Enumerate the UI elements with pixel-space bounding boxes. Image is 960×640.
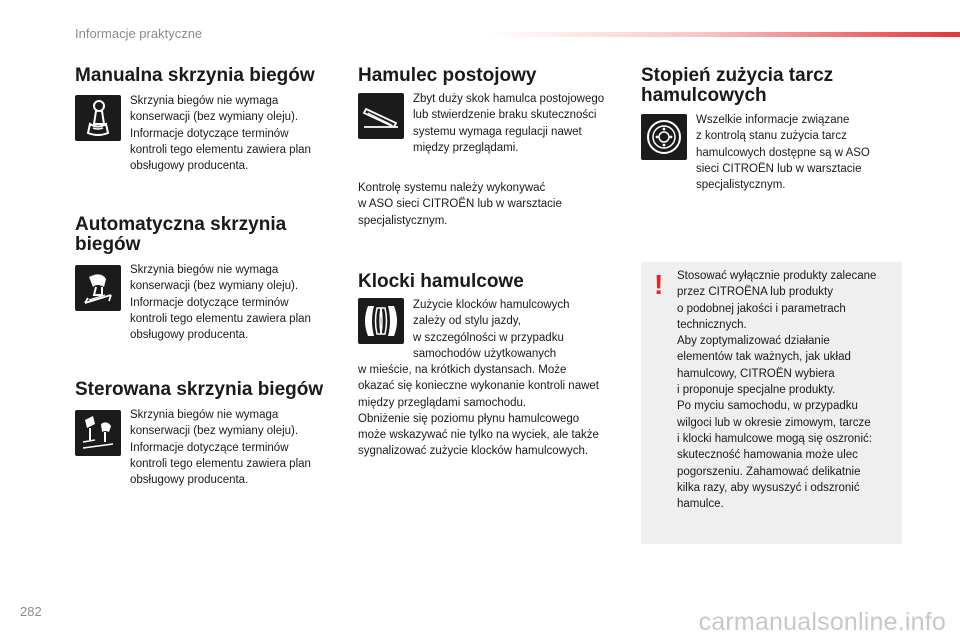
warning-note-text: Stosować wyłącznie produkty zalecane przez CITROËNA lub produkty o podobnej jakości i parametrach technicznych. Aby zoptymalizować działanie elementów tak ważnych, jak układ hamulcowy, CITROËN wybiera i proponuje specjalne produkty. Po myciu samochodu, w przypadku wilgoci lub w okresie zimowym, tarcze i klocki hamulcowe mogą się oszronić: skuteczność hamowania może ulec pogorszeniu. Zahamować delikatnie kilka razy, aby wysuszyć i odszronić hamulce. <box>677 270 877 511</box>
controlled-gearbox-text: Skrzynia biegów nie wymaga konserwacji (bez wymiany oleju). Informacje dotyczące terminów kontroli tego elementu zawiera plan obsługowy producenta. <box>130 409 311 487</box>
header-title: Informacje praktyczne <box>75 26 203 41</box>
page-number: 282 <box>20 604 42 619</box>
watermark: carmanualsonline.info <box>698 608 946 636</box>
parking-brake-text-2: Kontrolę systemu należy wykonywać w ASO sieci CITROËN lub w warsztacie specjalistycznym. <box>358 182 562 227</box>
parking-brake-text: Zbyt duży skok hamulca postojowego lub stwierdzenie braku skuteczności systemu wymaga regulacji nawet między przeglądami. <box>413 93 605 154</box>
automatic-gearbox-text: Skrzynia biegów nie wymaga konserwacji (bez wymiany oleju). Informacje dotyczące terminów kontroli tego elementu zawiera plan obsługowy producenta. <box>130 264 311 342</box>
brake-pads-text: Zużycie klocków hamulcowych zależy od stylu jazdy, w szczególności w przypadku samochodów użytkowanych <box>413 299 570 360</box>
parking-brake-lever-icon <box>358 93 404 139</box>
brake-pads-icon <box>358 298 404 344</box>
automatic-gear-selector-icon <box>75 265 121 311</box>
manual-gearbox-title: Manualna skrzynia biegów <box>75 65 315 86</box>
header-accent-bar <box>490 32 960 37</box>
brake-pads-text-2: w mieście, na krótkich dystansach. Może okazać się konieczne wykonanie kontroli nawet między przeglądami samochodu. Obniżenie się poziomu płynu hamulcowego może wskazywać nie tylko na wyciek, ale także sygnalizować zużycie klocków hamulcowych. <box>358 364 599 458</box>
brake-disc-wear-title: Stopień zużycia tarcz hamulcowych <box>641 65 834 106</box>
brake-disc-icon <box>641 114 687 160</box>
manual-gearbox-text: Skrzynia biegów nie wymaga konserwacji (bez wymiany oleju). Informacje dotyczące terminów kontroli tego elementu zawiera plan obsługowy producenta. <box>130 95 311 173</box>
warning-exclamation-icon: ! <box>654 269 664 300</box>
manual-gear-lever-icon <box>75 95 121 141</box>
controlled-gearbox-title: Sterowana skrzynia biegów <box>75 379 324 400</box>
automatic-gearbox-title: Automatyczna skrzynia biegów <box>75 214 287 255</box>
brake-pads-title: Klocki hamulcowe <box>358 271 524 292</box>
parking-brake-title: Hamulec postojowy <box>358 65 537 86</box>
controlled-gearbox-icon <box>75 410 121 456</box>
brake-disc-wear-text: Wszelkie informacje związane z kontrolą stanu zużycia tarcz hamulcowych dostępne są w ASO sieci CITROËN lub w warsztacie specjalistycznym. <box>696 114 870 192</box>
